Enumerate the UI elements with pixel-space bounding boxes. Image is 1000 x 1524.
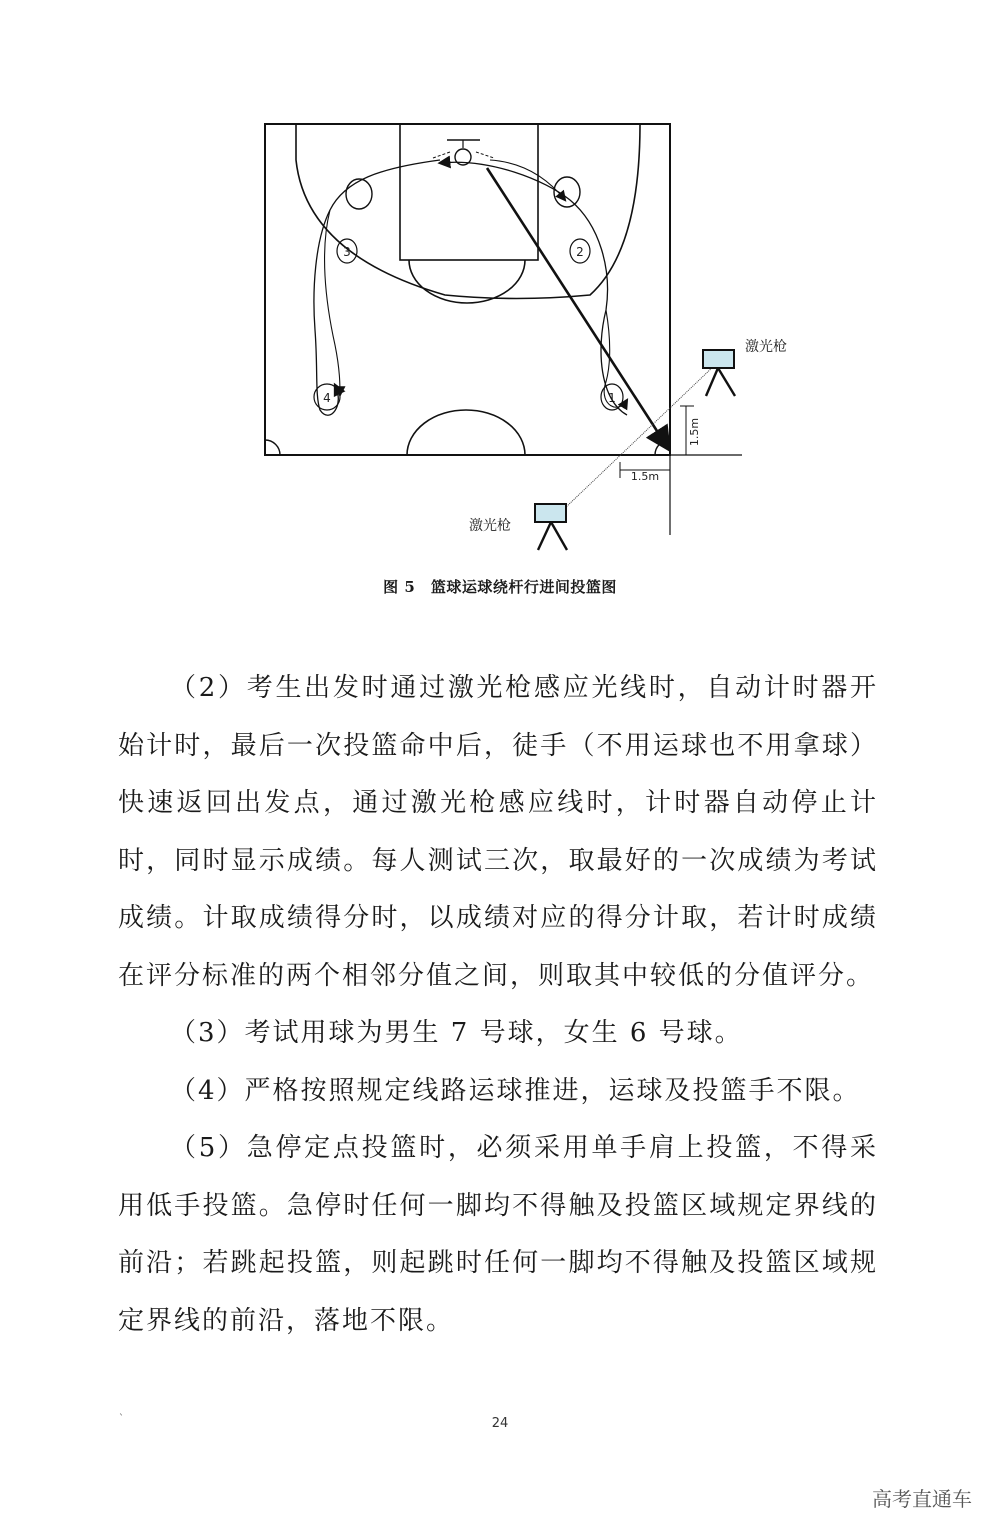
- svg-text:4: 4: [323, 391, 331, 405]
- page-number: 24: [491, 1416, 509, 1431]
- paragraph-2: （2）考生出发时通过激光枪感应光线时，自动计时器开始计时，最后一次投篮命中后，徒手（不用运球也不用拿球）快速返回出发点，通过激光枪感应线时，计时器自动停止计时，同时显示成绩。每人测试三次，取最好的一次成绩为考试成绩。计取成绩得分时，以成绩对应的得分计取，若计时成绩在评分标准的两个相邻分值之间，则取其中较低的分值评分。: [118, 673, 878, 991]
- free-throw-lane: [400, 124, 538, 260]
- svg-text:3: 3: [343, 245, 351, 259]
- pole-3: [337, 239, 357, 263]
- dim-vertical-label: 1.5m: [688, 417, 701, 447]
- post-circle-left: [346, 179, 372, 209]
- figure-caption: 图 5 篮球运球绕杆行进间投篮图: [383, 578, 617, 596]
- dribble-path-left-return: [325, 210, 340, 395]
- svg-text:2: 2: [576, 245, 584, 259]
- laser-gun-left: [535, 504, 567, 550]
- laser-gun-right: [703, 350, 735, 396]
- return-line: [487, 168, 668, 448]
- pole-2: [570, 239, 590, 263]
- laser-label-left: 激光枪: [469, 518, 511, 534]
- shot-dash-right: [476, 152, 494, 158]
- corner-mark: `: [119, 1414, 124, 1425]
- paragraph-3: （3）考试用球为男生 7 号球，女生 6 号球。: [170, 1018, 743, 1048]
- watermark: 高考直通车: [872, 1487, 972, 1511]
- laser-label-right: 激光枪: [745, 339, 787, 355]
- basketball-court-diagram: [0, 0, 1000, 570]
- corner-mark-left: [265, 440, 280, 455]
- svg-text:1: 1: [608, 391, 616, 405]
- center-circle: [407, 410, 525, 455]
- paragraph-5: （5）急停定点投篮时，必须采用单手肩上投篮，不得采用低手投篮。急停时任何一脚均不得触及投篮区域规定界线的前沿；若跳起投篮，则起跳时任何一脚均不得触及投篮区域规定界线的前沿，落地不限。: [118, 1133, 878, 1336]
- body-text: [118, 660, 878, 1350]
- paragraph-4: （4）严格按照规定线路运球推进，运球及投篮手不限。: [170, 1075, 861, 1106]
- dribble-path-right: [440, 162, 627, 415]
- dim-horizontal-label: 1.5m: [630, 470, 660, 483]
- shot-dash-left: [433, 152, 450, 158]
